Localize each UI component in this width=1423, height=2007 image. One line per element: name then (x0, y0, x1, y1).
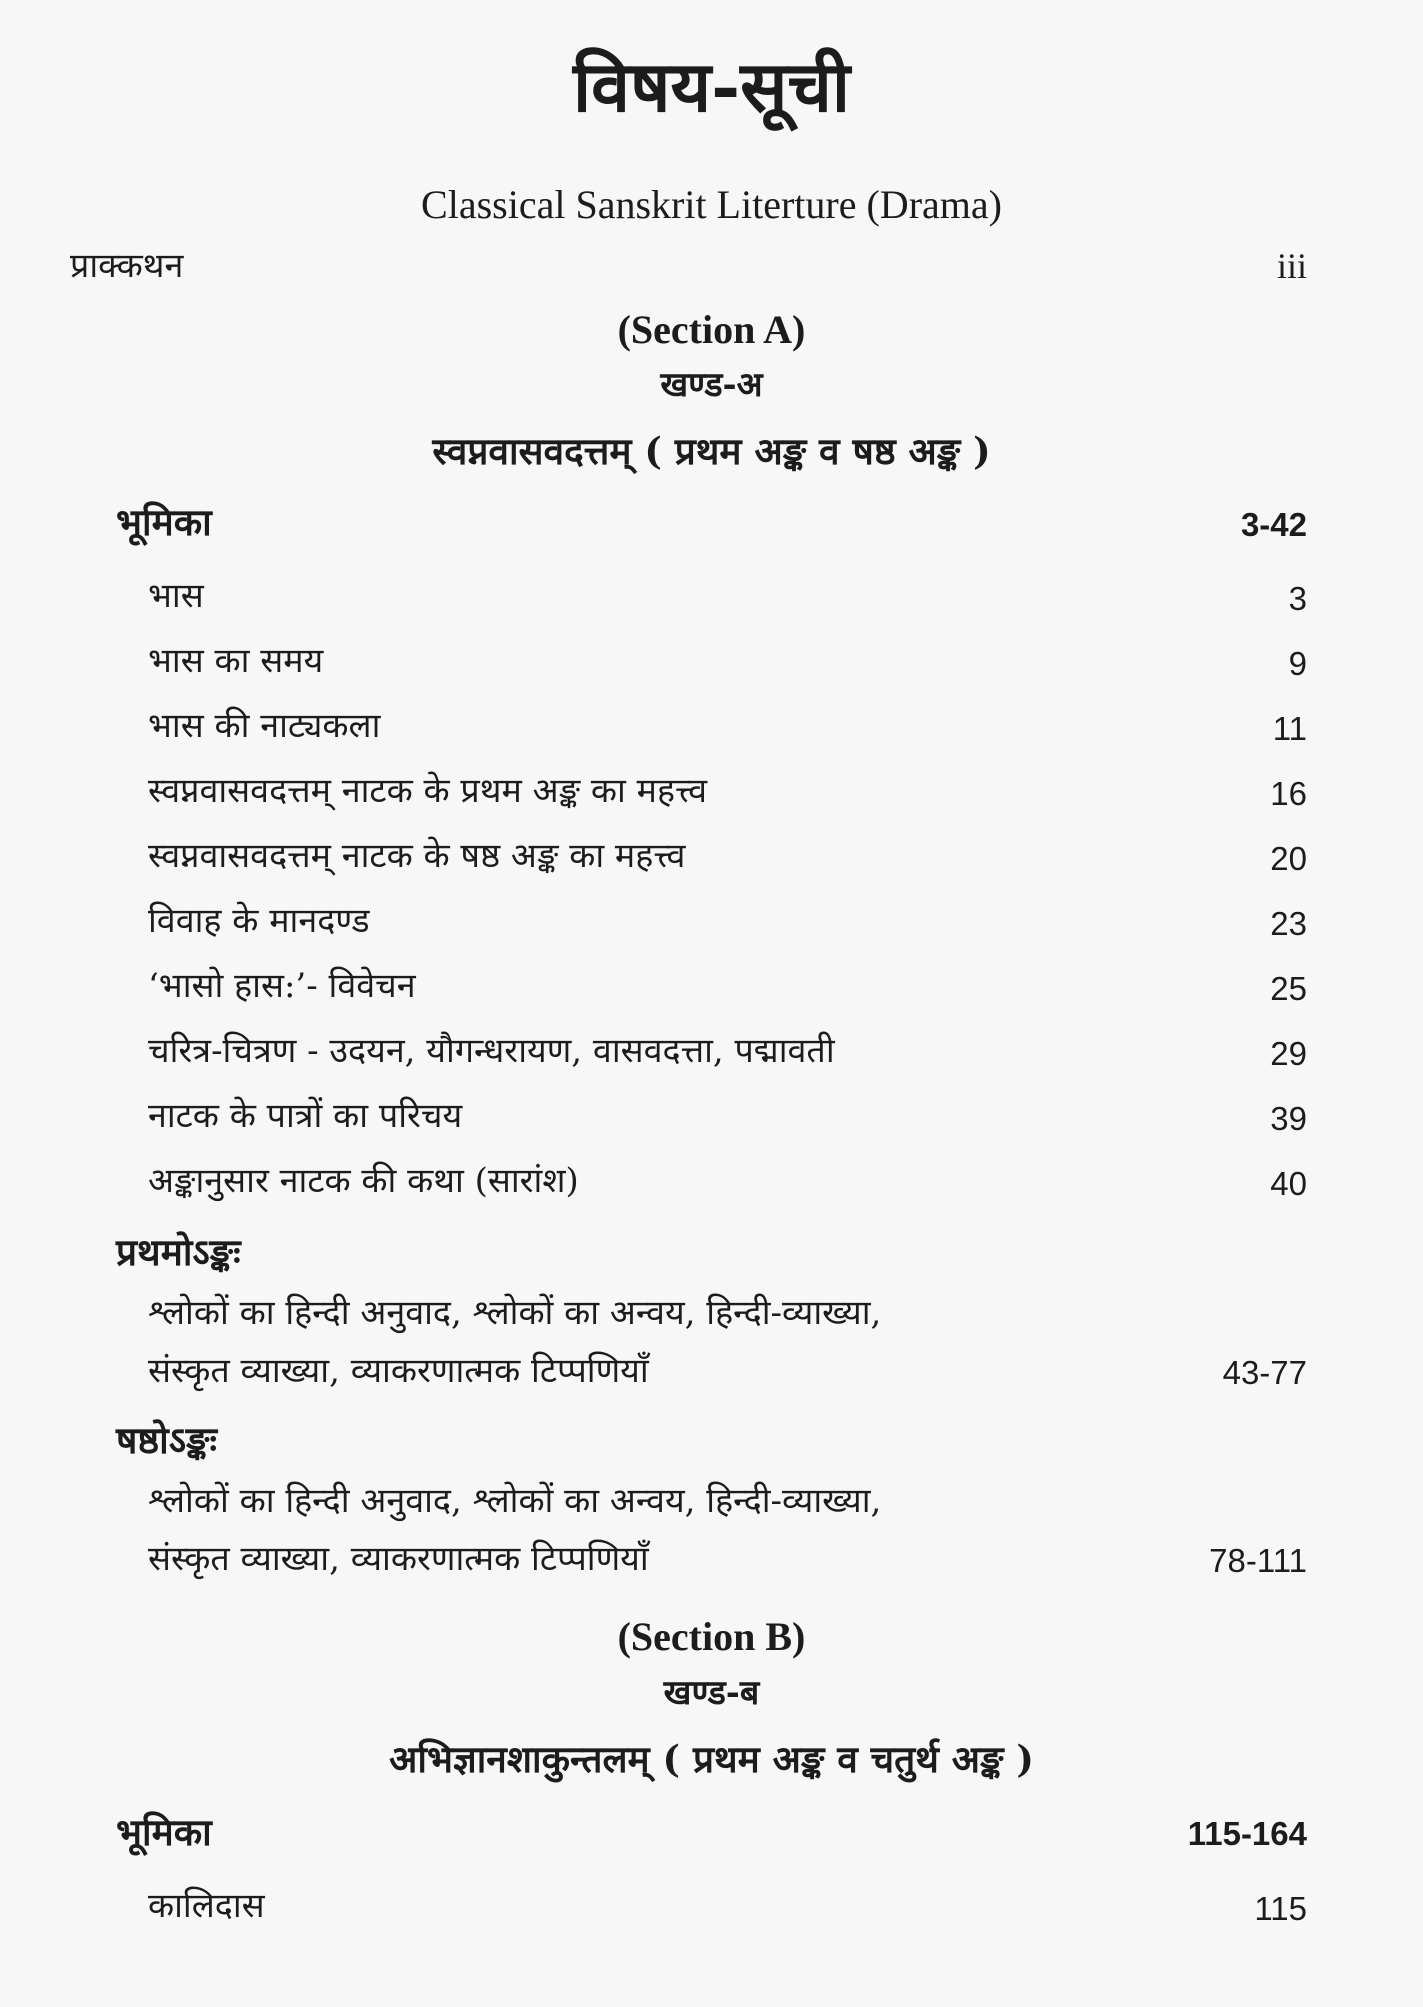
act1-pages: 43-77 (1222, 1354, 1307, 1391)
toc-item: चरित्र-चित्रण - उदयन, यौगन्धरायण, वासवदत्ता, पद्मावती (148, 1031, 835, 1071)
toc-item: स्वप्नवासवदत्तम् नाटक के षष्ठ अङ्क का महत्त्व (148, 836, 686, 876)
toc-page: 16 (1270, 775, 1307, 812)
act1-heading: प्रथमोऽङ्कः (116, 1230, 241, 1274)
toc-item: भास की नाट्यकला (148, 706, 381, 746)
page-title: विषय-सूची (572, 45, 851, 128)
section-b-heading: (Section B) (617, 1614, 806, 1659)
toc-item: कालिदास (148, 1886, 265, 1926)
toc-page: 23 (1270, 905, 1307, 942)
toc-item: विवाह के मानदण्ड (148, 901, 370, 941)
section-b-play-title: अभिज्ञानशाकुन्तलम् ( प्रथम अङ्क व चतुर्थ अङ्क ) (389, 1737, 1034, 1781)
section-b-khand: खण्ड-ब (663, 1673, 760, 1713)
toc-page: 11 (1272, 710, 1307, 747)
toc-item: अङ्कानुसार नाटक की कथा (सारांश) (148, 1161, 579, 1201)
section-a-intro-label: भूमिका (116, 500, 212, 544)
section-a-intro-pages: 3-42 (1240, 506, 1307, 543)
preface-page: iii (1276, 246, 1307, 286)
toc-item: भास (148, 576, 204, 616)
toc-page: 25 (1270, 970, 1307, 1007)
act1-desc-line2: संस्कृत व्याख्या, व्याकरणात्मक टिप्पणियाँ (148, 1351, 649, 1391)
toc-item: स्वप्नवासवदत्तम् नाटक के प्रथम अङ्क का महत्त्व (148, 771, 708, 811)
act6-desc-line2: संस्कृत व्याख्या, व्याकरणात्मक टिप्पणियाँ (148, 1539, 649, 1579)
toc-item: नाटक के पात्रों का परिचय (148, 1096, 463, 1136)
toc-page: 29 (1270, 1035, 1307, 1072)
section-a-khand: खण्ड-अ (660, 365, 763, 405)
toc-item: भास का समय (148, 641, 324, 681)
toc-page: 9 (1288, 645, 1307, 682)
act6-desc-line1: श्लोकों का हिन्दी अनुवाद, श्लोकों का अन्वय, हिन्दी-व्याख्या, (148, 1481, 882, 1521)
act6-pages: 78-111 (1209, 1542, 1307, 1579)
section-a-play-title: स्वप्नवासवदत्तम् ( प्रथम अङ्क व षष्ठ अङ्क ) (432, 429, 991, 473)
book-subtitle: Classical Sanskrit Literture (Drama) (421, 182, 1002, 227)
toc-page: 3 (1288, 580, 1307, 617)
toc-page: 20 (1270, 840, 1307, 877)
toc-page: 39 (1270, 1100, 1307, 1137)
toc-page: 115 (1254, 1890, 1307, 1927)
act6-heading: षष्ठोऽङ्कः (116, 1418, 217, 1462)
section-b-intro-label: भूमिका (116, 1810, 212, 1854)
section-a-heading: (Section A) (617, 307, 806, 352)
toc-page: 40 (1270, 1165, 1307, 1202)
preface-label: प्राक्कथन (70, 246, 184, 286)
section-b-intro-pages: 115-164 (1187, 1815, 1307, 1852)
act1-desc-line1: श्लोकों का हिन्दी अनुवाद, श्लोकों का अन्वय, हिन्दी-व्याख्या, (148, 1293, 882, 1333)
toc-item: ‘भासो हास:’- विवेचन (148, 966, 416, 1006)
